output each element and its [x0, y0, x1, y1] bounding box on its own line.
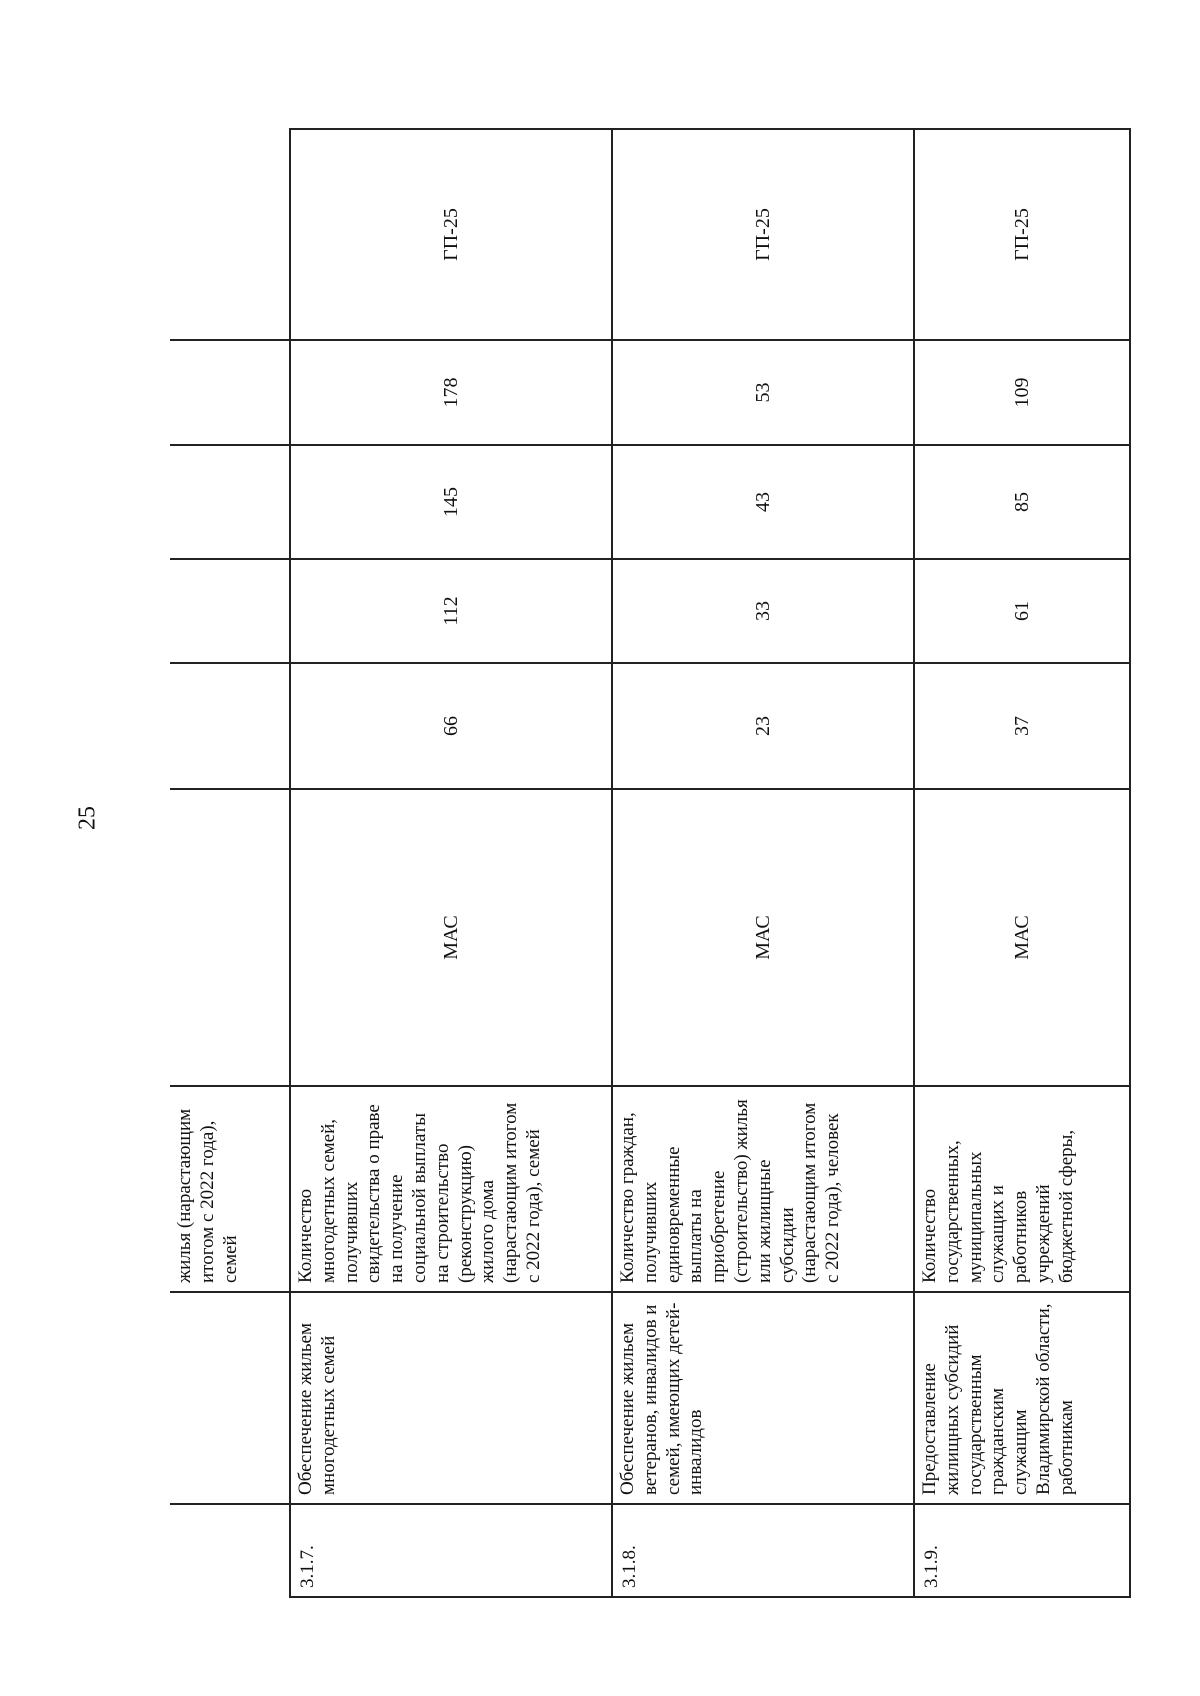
- cell-value-1: 66: [290, 663, 612, 789]
- cell-value-3: 43: [612, 445, 914, 559]
- cell-num: 3.1.7.: [290, 1504, 612, 1597]
- cell-value-empty: [170, 340, 290, 445]
- cell-value-2: 112: [290, 559, 612, 663]
- cell-value-empty: [170, 445, 290, 559]
- cell-num-empty: [170, 1504, 290, 1597]
- cell-indicator: Количество государственных, муниципальных служащих и работников учреждений бюджетной сферы,: [914, 1086, 1130, 1292]
- cell-value-2: 33: [612, 559, 914, 663]
- cell-executor-empty: [170, 789, 290, 1086]
- cell-value-3: 85: [914, 445, 1130, 559]
- cell-indicator-continuation: жилья (нарастающим итогом с 2022 года), семей: [170, 1086, 290, 1292]
- cell-value-1: 37: [914, 663, 1130, 789]
- table-row: [290, 129, 612, 1597]
- cell-value-3: 145: [290, 445, 612, 559]
- cell-program-empty: [170, 129, 290, 340]
- cell-num: 3.1.8.: [612, 1504, 914, 1597]
- table-row-continuation: [170, 129, 290, 1597]
- cell-value-empty: [170, 663, 290, 789]
- cell-value-2: 61: [914, 559, 1130, 663]
- cell-event: Предоставление жилищных субсидий государственным гражданским служащим Владимирской области, работникам: [914, 1292, 1130, 1504]
- cell-program: ГП-25: [914, 129, 1130, 340]
- cell-executor: МАС: [612, 789, 914, 1086]
- cell-value-4: 109: [914, 340, 1130, 445]
- cell-event: Обеспечение жильем ветеранов, инвалидов и семей, имеющих детей-инвалидов: [612, 1292, 914, 1504]
- table-row: [612, 129, 914, 1597]
- cell-executor: МАС: [290, 789, 612, 1086]
- cell-indicator: Количество граждан, получивших единовременные выплаты на приобретение (строительство) жилья или жилищные субсидии (нарастающим итогом с 2022 года), человек: [612, 1086, 914, 1292]
- cell-num: 3.1.9.: [914, 1504, 1130, 1597]
- table-row: [914, 129, 1130, 1597]
- cell-value-4: 178: [290, 340, 612, 445]
- cell-value-empty: [170, 559, 290, 663]
- cell-program: ГП-25: [290, 129, 612, 340]
- cell-program: ГП-25: [612, 129, 914, 340]
- cell-event-empty: [170, 1292, 290, 1504]
- table-container: [170, 130, 1130, 1598]
- cell-value-4: 53: [612, 340, 914, 445]
- cell-executor: МАС: [914, 789, 1130, 1086]
- cell-event: Обеспечение жильем многодетных семей: [290, 1292, 612, 1504]
- cell-indicator: Количество многодетных семей, получивших свидетельства о праве на получение социальной выплаты на строительство (реконструкцию) жилого дома (нарастающим итогом с 2022 года), семей: [290, 1086, 612, 1292]
- page-number-text: 25: [74, 806, 101, 830]
- indicators-table: [170, 128, 1131, 1598]
- cell-value-1: 23: [612, 663, 914, 789]
